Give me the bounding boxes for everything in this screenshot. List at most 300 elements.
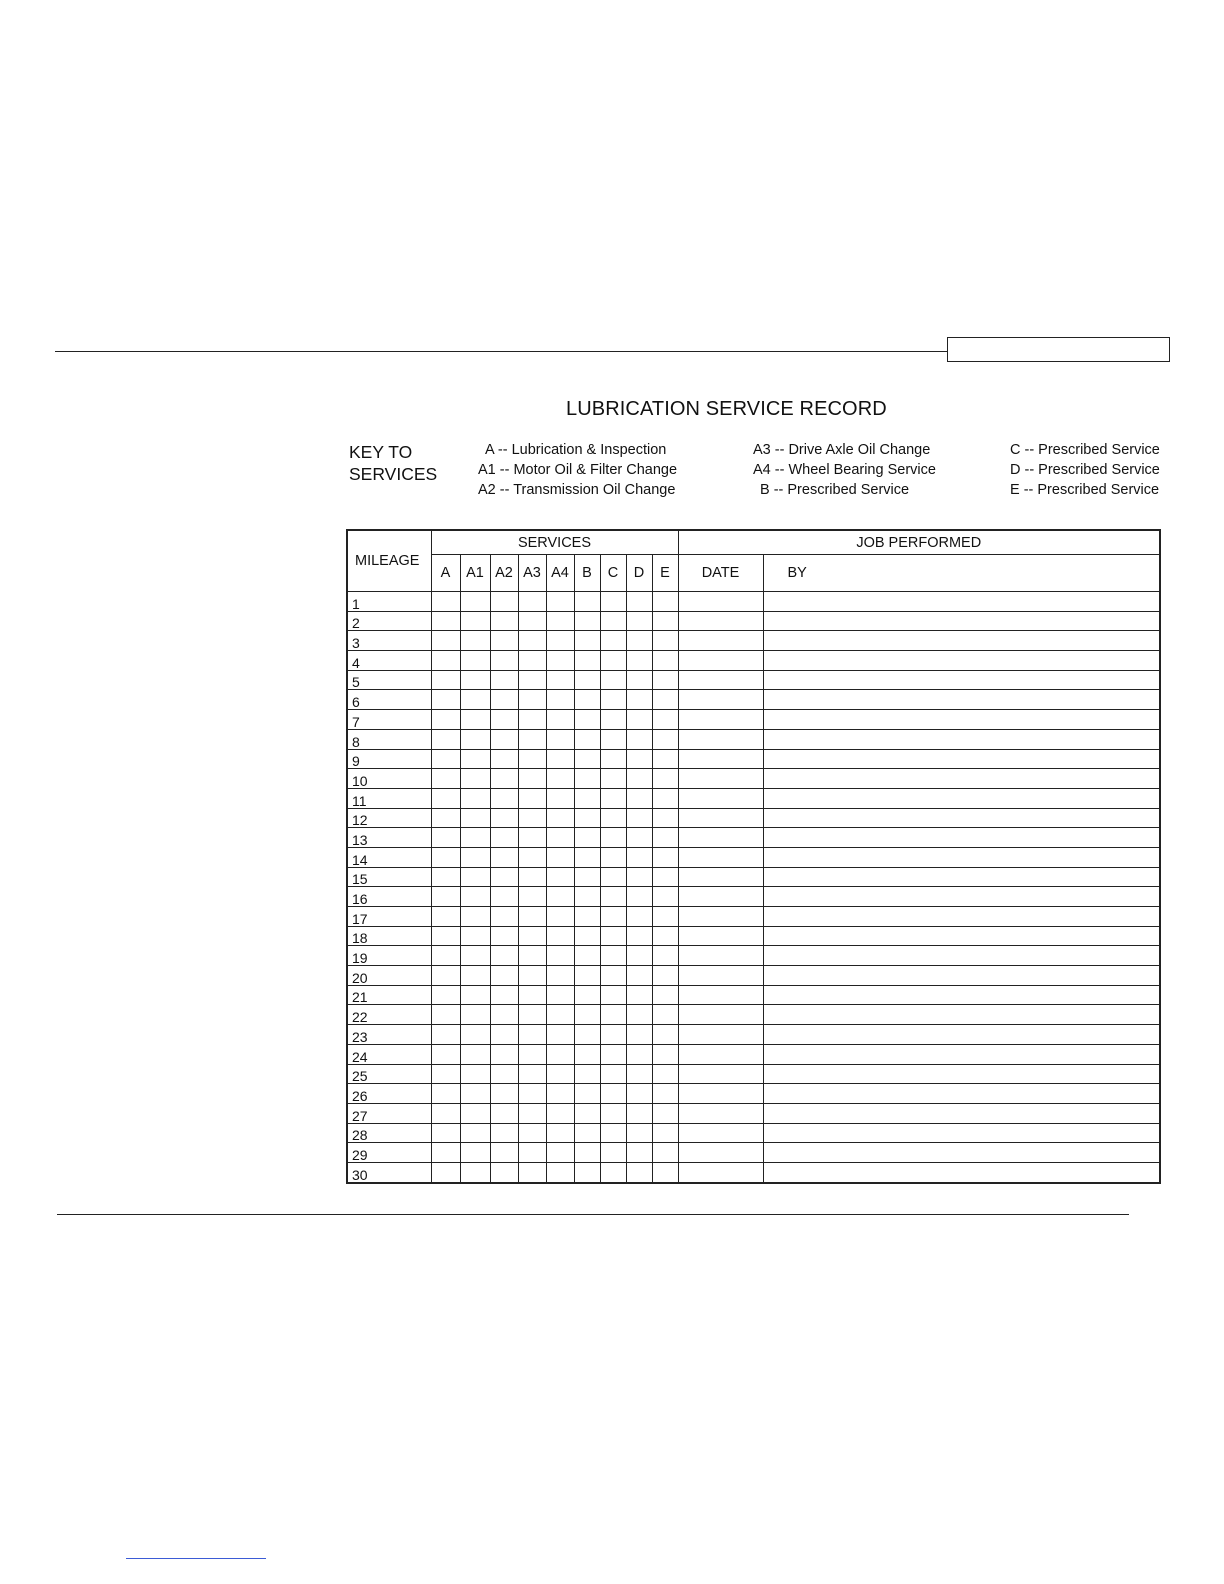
service-check-cell[interactable] [652, 1064, 678, 1084]
service-check-cell[interactable] [574, 1005, 600, 1025]
date-cell[interactable] [678, 1064, 763, 1084]
mileage-cell[interactable]: 7 [347, 710, 431, 730]
service-check-cell[interactable] [518, 867, 546, 887]
service-check-cell[interactable] [546, 985, 574, 1005]
mileage-cell[interactable]: 17 [347, 907, 431, 927]
date-cell[interactable] [678, 867, 763, 887]
mileage-cell[interactable]: 29 [347, 1143, 431, 1163]
service-check-cell[interactable] [574, 867, 600, 887]
date-cell[interactable] [678, 1025, 763, 1045]
service-check-cell[interactable] [490, 749, 518, 769]
service-check-cell[interactable] [626, 1123, 652, 1143]
service-check-cell[interactable] [518, 631, 546, 651]
date-cell[interactable] [678, 907, 763, 927]
mileage-cell[interactable]: 22 [347, 1005, 431, 1025]
service-check-cell[interactable] [518, 611, 546, 631]
service-check-cell[interactable] [460, 631, 490, 651]
by-cell[interactable] [763, 651, 1160, 671]
by-cell[interactable] [763, 946, 1160, 966]
service-check-cell[interactable] [600, 907, 626, 927]
service-check-cell[interactable] [546, 887, 574, 907]
service-check-cell[interactable] [600, 808, 626, 828]
service-check-cell[interactable] [431, 1143, 460, 1163]
service-check-cell[interactable] [460, 769, 490, 789]
service-check-cell[interactable] [574, 710, 600, 730]
service-check-cell[interactable] [460, 847, 490, 867]
date-cell[interactable] [678, 946, 763, 966]
by-cell[interactable] [763, 1044, 1160, 1064]
service-check-cell[interactable] [431, 985, 460, 1005]
service-check-cell[interactable] [600, 946, 626, 966]
service-check-cell[interactable] [490, 631, 518, 651]
service-check-cell[interactable] [518, 847, 546, 867]
service-check-cell[interactable] [546, 966, 574, 986]
service-check-cell[interactable] [490, 1084, 518, 1104]
date-cell[interactable] [678, 966, 763, 986]
service-check-cell[interactable] [626, 946, 652, 966]
service-check-cell[interactable] [652, 966, 678, 986]
service-check-cell[interactable] [652, 729, 678, 749]
service-check-cell[interactable] [626, 1162, 652, 1182]
service-check-cell[interactable] [490, 690, 518, 710]
service-check-cell[interactable] [626, 749, 652, 769]
service-check-cell[interactable] [546, 749, 574, 769]
by-cell[interactable] [763, 828, 1160, 848]
service-check-cell[interactable] [431, 690, 460, 710]
mileage-cell[interactable]: 12 [347, 808, 431, 828]
service-check-cell[interactable] [490, 769, 518, 789]
service-check-cell[interactable] [574, 1084, 600, 1104]
mileage-cell[interactable]: 16 [347, 887, 431, 907]
by-cell[interactable] [763, 985, 1160, 1005]
service-check-cell[interactable] [600, 1143, 626, 1163]
by-cell[interactable] [763, 729, 1160, 749]
service-check-cell[interactable] [600, 887, 626, 907]
service-check-cell[interactable] [600, 966, 626, 986]
date-cell[interactable] [678, 651, 763, 671]
service-check-cell[interactable] [431, 946, 460, 966]
service-check-cell[interactable] [518, 946, 546, 966]
service-check-cell[interactable] [600, 867, 626, 887]
mileage-cell[interactable]: 28 [347, 1123, 431, 1143]
date-cell[interactable] [678, 1044, 763, 1064]
service-check-cell[interactable] [460, 946, 490, 966]
service-check-cell[interactable] [574, 808, 600, 828]
date-cell[interactable] [678, 769, 763, 789]
service-check-cell[interactable] [546, 1123, 574, 1143]
mileage-cell[interactable]: 13 [347, 828, 431, 848]
service-check-cell[interactable] [518, 1025, 546, 1045]
by-cell[interactable] [763, 769, 1160, 789]
by-cell[interactable] [763, 808, 1160, 828]
service-check-cell[interactable] [574, 611, 600, 631]
service-check-cell[interactable] [490, 1064, 518, 1084]
service-check-cell[interactable] [626, 828, 652, 848]
service-check-cell[interactable] [626, 1005, 652, 1025]
service-check-cell[interactable] [546, 788, 574, 808]
service-check-cell[interactable] [431, 926, 460, 946]
date-cell[interactable] [678, 847, 763, 867]
mileage-cell[interactable]: 27 [347, 1103, 431, 1123]
mileage-cell[interactable]: 11 [347, 788, 431, 808]
service-check-cell[interactable] [546, 1162, 574, 1182]
service-check-cell[interactable] [600, 592, 626, 612]
mileage-cell[interactable]: 15 [347, 867, 431, 887]
service-check-cell[interactable] [600, 1064, 626, 1084]
service-check-cell[interactable] [626, 729, 652, 749]
service-check-cell[interactable] [518, 1143, 546, 1163]
service-check-cell[interactable] [652, 1025, 678, 1045]
service-check-cell[interactable] [652, 690, 678, 710]
service-check-cell[interactable] [518, 592, 546, 612]
service-check-cell[interactable] [574, 1025, 600, 1045]
service-check-cell[interactable] [546, 946, 574, 966]
service-check-cell[interactable] [652, 867, 678, 887]
service-check-cell[interactable] [460, 1103, 490, 1123]
service-check-cell[interactable] [518, 1103, 546, 1123]
service-check-cell[interactable] [574, 907, 600, 927]
service-check-cell[interactable] [546, 1103, 574, 1123]
service-check-cell[interactable] [574, 966, 600, 986]
service-check-cell[interactable] [490, 1044, 518, 1064]
service-check-cell[interactable] [490, 670, 518, 690]
service-check-cell[interactable] [652, 946, 678, 966]
date-cell[interactable] [678, 1005, 763, 1025]
service-check-cell[interactable] [626, 808, 652, 828]
service-check-cell[interactable] [490, 611, 518, 631]
service-check-cell[interactable] [600, 828, 626, 848]
service-check-cell[interactable] [600, 1103, 626, 1123]
service-check-cell[interactable] [626, 1064, 652, 1084]
service-check-cell[interactable] [546, 1044, 574, 1064]
service-check-cell[interactable] [460, 926, 490, 946]
service-check-cell[interactable] [574, 887, 600, 907]
date-cell[interactable] [678, 1103, 763, 1123]
by-cell[interactable] [763, 887, 1160, 907]
service-check-cell[interactable] [574, 847, 600, 867]
service-check-cell[interactable] [626, 592, 652, 612]
service-check-cell[interactable] [518, 769, 546, 789]
service-check-cell[interactable] [600, 1084, 626, 1104]
service-check-cell[interactable] [518, 651, 546, 671]
service-check-cell[interactable] [490, 887, 518, 907]
service-check-cell[interactable] [518, 1123, 546, 1143]
service-check-cell[interactable] [652, 611, 678, 631]
service-check-cell[interactable] [431, 887, 460, 907]
service-check-cell[interactable] [460, 710, 490, 730]
service-check-cell[interactable] [431, 1084, 460, 1104]
service-check-cell[interactable] [626, 867, 652, 887]
service-check-cell[interactable] [546, 808, 574, 828]
service-check-cell[interactable] [546, 631, 574, 651]
service-check-cell[interactable] [574, 828, 600, 848]
mileage-cell[interactable]: 6 [347, 690, 431, 710]
service-check-cell[interactable] [460, 1044, 490, 1064]
service-check-cell[interactable] [518, 670, 546, 690]
service-check-cell[interactable] [652, 847, 678, 867]
service-check-cell[interactable] [546, 1064, 574, 1084]
service-check-cell[interactable] [431, 631, 460, 651]
service-check-cell[interactable] [518, 1084, 546, 1104]
date-cell[interactable] [678, 808, 763, 828]
by-cell[interactable] [763, 1162, 1160, 1182]
service-check-cell[interactable] [518, 966, 546, 986]
service-check-cell[interactable] [600, 769, 626, 789]
service-check-cell[interactable] [460, 788, 490, 808]
service-check-cell[interactable] [626, 1143, 652, 1163]
by-cell[interactable] [763, 1064, 1160, 1084]
service-check-cell[interactable] [626, 769, 652, 789]
service-check-cell[interactable] [600, 710, 626, 730]
service-check-cell[interactable] [574, 926, 600, 946]
service-check-cell[interactable] [490, 729, 518, 749]
date-cell[interactable] [678, 926, 763, 946]
service-check-cell[interactable] [431, 1005, 460, 1025]
service-check-cell[interactable] [460, 651, 490, 671]
service-check-cell[interactable] [652, 887, 678, 907]
service-check-cell[interactable] [518, 828, 546, 848]
service-check-cell[interactable] [652, 749, 678, 769]
date-cell[interactable] [678, 611, 763, 631]
service-check-cell[interactable] [600, 690, 626, 710]
service-check-cell[interactable] [574, 690, 600, 710]
by-cell[interactable] [763, 1143, 1160, 1163]
date-cell[interactable] [678, 690, 763, 710]
service-check-cell[interactable] [600, 926, 626, 946]
service-check-cell[interactable] [460, 749, 490, 769]
service-check-cell[interactable] [546, 1143, 574, 1163]
service-check-cell[interactable] [626, 710, 652, 730]
service-check-cell[interactable] [652, 1005, 678, 1025]
service-check-cell[interactable] [431, 1123, 460, 1143]
by-cell[interactable] [763, 926, 1160, 946]
by-cell[interactable] [763, 1005, 1160, 1025]
by-cell[interactable] [763, 611, 1160, 631]
mileage-cell[interactable]: 9 [347, 749, 431, 769]
service-check-cell[interactable] [652, 651, 678, 671]
service-check-cell[interactable] [490, 847, 518, 867]
date-cell[interactable] [678, 887, 763, 907]
service-check-cell[interactable] [626, 611, 652, 631]
service-check-cell[interactable] [600, 1123, 626, 1143]
service-check-cell[interactable] [518, 1044, 546, 1064]
service-check-cell[interactable] [546, 611, 574, 631]
service-check-cell[interactable] [518, 926, 546, 946]
service-check-cell[interactable] [431, 1025, 460, 1045]
by-cell[interactable] [763, 1103, 1160, 1123]
service-check-cell[interactable] [460, 828, 490, 848]
service-check-cell[interactable] [652, 710, 678, 730]
by-cell[interactable] [763, 690, 1160, 710]
service-check-cell[interactable] [652, 1162, 678, 1182]
date-cell[interactable] [678, 1162, 763, 1182]
service-check-cell[interactable] [546, 907, 574, 927]
service-check-cell[interactable] [546, 847, 574, 867]
service-check-cell[interactable] [431, 592, 460, 612]
service-check-cell[interactable] [431, 651, 460, 671]
service-check-cell[interactable] [460, 1143, 490, 1163]
service-check-cell[interactable] [460, 1025, 490, 1045]
service-check-cell[interactable] [574, 670, 600, 690]
service-check-cell[interactable] [626, 1103, 652, 1123]
service-check-cell[interactable] [460, 592, 490, 612]
service-check-cell[interactable] [574, 788, 600, 808]
service-check-cell[interactable] [600, 749, 626, 769]
service-check-cell[interactable] [490, 651, 518, 671]
service-check-cell[interactable] [626, 907, 652, 927]
service-check-cell[interactable] [546, 710, 574, 730]
by-cell[interactable] [763, 907, 1160, 927]
service-check-cell[interactable] [431, 828, 460, 848]
service-check-cell[interactable] [574, 1044, 600, 1064]
mileage-cell[interactable]: 1 [347, 592, 431, 612]
mileage-cell[interactable]: 19 [347, 946, 431, 966]
date-cell[interactable] [678, 1123, 763, 1143]
by-cell[interactable] [763, 1084, 1160, 1104]
service-check-cell[interactable] [546, 769, 574, 789]
service-check-cell[interactable] [652, 631, 678, 651]
service-check-cell[interactable] [518, 985, 546, 1005]
service-check-cell[interactable] [626, 1044, 652, 1064]
mileage-cell[interactable]: 24 [347, 1044, 431, 1064]
service-check-cell[interactable] [600, 985, 626, 1005]
service-check-cell[interactable] [546, 926, 574, 946]
service-check-cell[interactable] [652, 1084, 678, 1104]
mileage-cell[interactable]: 20 [347, 966, 431, 986]
service-check-cell[interactable] [460, 808, 490, 828]
date-cell[interactable] [678, 710, 763, 730]
service-check-cell[interactable] [574, 1103, 600, 1123]
service-check-cell[interactable] [652, 828, 678, 848]
service-check-cell[interactable] [626, 1025, 652, 1045]
by-cell[interactable] [763, 788, 1160, 808]
service-check-cell[interactable] [600, 788, 626, 808]
service-check-cell[interactable] [626, 788, 652, 808]
service-check-cell[interactable] [518, 1005, 546, 1025]
service-check-cell[interactable] [490, 1123, 518, 1143]
date-cell[interactable] [678, 749, 763, 769]
service-check-cell[interactable] [490, 907, 518, 927]
service-check-cell[interactable] [460, 1123, 490, 1143]
service-check-cell[interactable] [652, 985, 678, 1005]
date-cell[interactable] [678, 985, 763, 1005]
service-check-cell[interactable] [652, 592, 678, 612]
service-check-cell[interactable] [460, 1084, 490, 1104]
service-check-cell[interactable] [518, 690, 546, 710]
service-check-cell[interactable] [431, 1044, 460, 1064]
service-check-cell[interactable] [546, 651, 574, 671]
service-check-cell[interactable] [490, 1005, 518, 1025]
service-check-cell[interactable] [626, 690, 652, 710]
service-check-cell[interactable] [600, 1025, 626, 1045]
mileage-cell[interactable]: 14 [347, 847, 431, 867]
service-check-cell[interactable] [652, 907, 678, 927]
service-check-cell[interactable] [574, 631, 600, 651]
date-cell[interactable] [678, 828, 763, 848]
service-check-cell[interactable] [460, 1162, 490, 1182]
service-check-cell[interactable] [460, 966, 490, 986]
mileage-cell[interactable]: 4 [347, 651, 431, 671]
service-check-cell[interactable] [652, 926, 678, 946]
service-check-cell[interactable] [431, 729, 460, 749]
service-check-cell[interactable] [574, 729, 600, 749]
service-check-cell[interactable] [518, 729, 546, 749]
service-check-cell[interactable] [490, 985, 518, 1005]
service-check-cell[interactable] [600, 1044, 626, 1064]
service-check-cell[interactable] [546, 828, 574, 848]
service-check-cell[interactable] [600, 611, 626, 631]
service-check-cell[interactable] [574, 1064, 600, 1084]
by-cell[interactable] [763, 1025, 1160, 1045]
service-check-cell[interactable] [626, 670, 652, 690]
service-check-cell[interactable] [431, 788, 460, 808]
mileage-cell[interactable]: 2 [347, 611, 431, 631]
service-check-cell[interactable] [490, 926, 518, 946]
mileage-cell[interactable]: 30 [347, 1162, 431, 1182]
service-check-cell[interactable] [431, 749, 460, 769]
service-check-cell[interactable] [460, 611, 490, 631]
service-check-cell[interactable] [600, 651, 626, 671]
service-check-cell[interactable] [460, 1064, 490, 1084]
mileage-cell[interactable]: 23 [347, 1025, 431, 1045]
by-cell[interactable] [763, 592, 1160, 612]
service-check-cell[interactable] [546, 670, 574, 690]
service-check-cell[interactable] [652, 1143, 678, 1163]
service-check-cell[interactable] [546, 1025, 574, 1045]
service-check-cell[interactable] [460, 670, 490, 690]
mileage-cell[interactable]: 8 [347, 729, 431, 749]
service-check-cell[interactable] [431, 847, 460, 867]
service-check-cell[interactable] [546, 867, 574, 887]
service-check-cell[interactable] [460, 985, 490, 1005]
service-check-cell[interactable] [652, 769, 678, 789]
by-cell[interactable] [763, 749, 1160, 769]
service-check-cell[interactable] [600, 847, 626, 867]
service-check-cell[interactable] [431, 1162, 460, 1182]
date-cell[interactable] [678, 788, 763, 808]
mileage-cell[interactable]: 10 [347, 769, 431, 789]
mileage-cell[interactable]: 18 [347, 926, 431, 946]
service-check-cell[interactable] [600, 1162, 626, 1182]
service-check-cell[interactable] [574, 985, 600, 1005]
service-check-cell[interactable] [460, 887, 490, 907]
service-check-cell[interactable] [490, 1143, 518, 1163]
service-check-cell[interactable] [490, 710, 518, 730]
service-check-cell[interactable] [652, 670, 678, 690]
mileage-cell[interactable]: 21 [347, 985, 431, 1005]
mileage-cell[interactable]: 3 [347, 631, 431, 651]
service-check-cell[interactable] [431, 867, 460, 887]
service-check-cell[interactable] [652, 1123, 678, 1143]
service-check-cell[interactable] [431, 907, 460, 927]
service-check-cell[interactable] [431, 769, 460, 789]
date-cell[interactable] [678, 1143, 763, 1163]
service-check-cell[interactable] [574, 1162, 600, 1182]
service-check-cell[interactable] [460, 907, 490, 927]
service-check-cell[interactable] [600, 1005, 626, 1025]
service-check-cell[interactable] [460, 729, 490, 749]
service-check-cell[interactable] [431, 710, 460, 730]
service-check-cell[interactable] [652, 808, 678, 828]
service-check-cell[interactable] [431, 808, 460, 828]
service-check-cell[interactable] [490, 1025, 518, 1045]
service-check-cell[interactable] [652, 1044, 678, 1064]
date-cell[interactable] [678, 1084, 763, 1104]
by-cell[interactable] [763, 847, 1160, 867]
service-check-cell[interactable] [490, 867, 518, 887]
service-check-cell[interactable] [574, 749, 600, 769]
by-cell[interactable] [763, 867, 1160, 887]
